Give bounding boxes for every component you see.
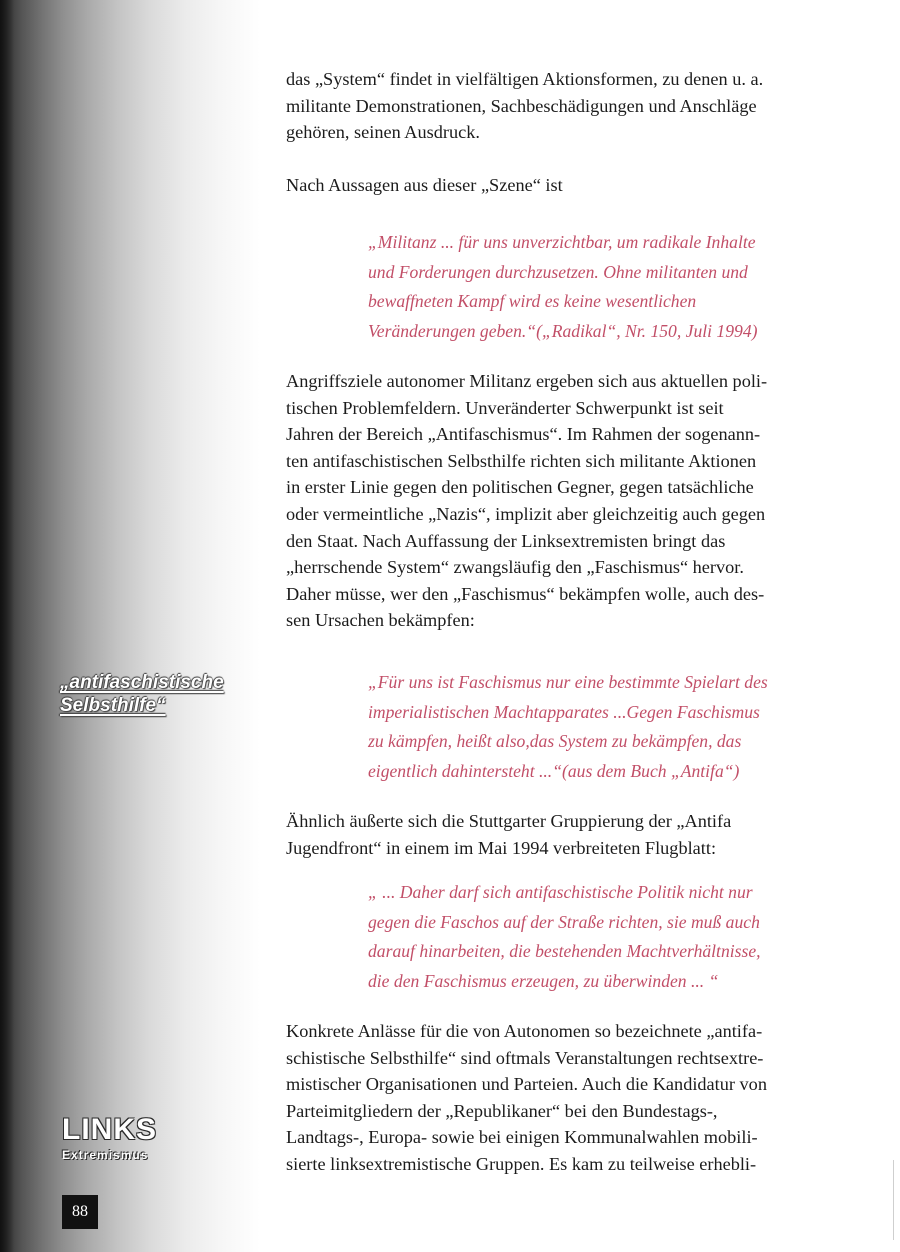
text-line: Landtags-, Europa- sowie bei einigen Kommunalwahlen mobili- [286, 1127, 758, 1148]
text-line: „herrschende System“ zwangsläufig den „Faschismus“ hervor. [286, 557, 744, 578]
margin-heading [60, 671, 260, 717]
logo-title: LINKS [62, 1113, 157, 1146]
text-line: Nach Aussagen aus dieser „Szene“ ist [286, 175, 563, 195]
quote-line: eigentlich dahintersteht ...“(aus dem Buch „Antifa“) [368, 760, 740, 781]
margin-heading-line-1: „antifaschistische [60, 672, 224, 693]
quote-line: Veränderungen geben.“(„Radikal“, Nr. 150, Juli 1994) [368, 320, 758, 341]
page-number: 88 [62, 1195, 98, 1229]
text-line: Angriffsziele autonomer Militanz ergeben sich aus aktuellen poli- [286, 371, 768, 391]
text-line: Daher müsse, wer den „Faschismus“ bekämpfen wolle, auch des- [286, 583, 765, 604]
text-line: Jahren der Bereich „Antifaschismus“. Im Rahmen der sogenann- [286, 424, 761, 445]
text-line: Konkrete Anlässe für die von Autonomen so bezeichnete „antifa- [286, 1021, 763, 1041]
text-line: sierte linksextremistische Gruppen. Es kam zu teilweise erhebli- [286, 1153, 757, 1174]
text-line: schistische Selbsthilfe“ sind oftmals Veranstaltungen rechtsextre- [286, 1047, 764, 1068]
quote-line: gegen die Faschos auf der Straße richten, sie muß auch [368, 911, 760, 932]
paragraph-4 [286, 808, 796, 861]
margin-rule [893, 1160, 894, 1240]
quote-2 [368, 668, 808, 786]
paragraph-1 [286, 66, 796, 146]
text-line: das „System“ findet in vielfältigen Aktionsformen, zu denen u. a. [286, 69, 764, 89]
text-line: gehören, seinen Ausdruck. [286, 122, 480, 143]
text-line: Ähnlich äußerte sich die Stuttgarter Gruppierung der „Antifa [286, 811, 732, 831]
binding-shadow [0, 0, 14, 1252]
text-line: oder vermeintliche „Nazis“, implizit aber gleichzeitig auch gegen [286, 503, 766, 524]
logo-subtitle: Extremismus [62, 1148, 149, 1162]
quote-line: und Forderungen durchzusetzen. Ohne militanten und [368, 261, 748, 282]
quote-line: imperialistischen Machtapparates ...Gegen Faschismus [368, 701, 760, 722]
quote-1 [368, 228, 808, 346]
links-extremismus-logo [62, 1115, 182, 1162]
text-line: sen Ursachen bekämpfen: [286, 610, 475, 631]
quote-line: „ ... Daher darf sich antifaschistische Politik nicht nur [368, 882, 753, 902]
quote-line: zu kämpfen, heißt also,das System zu bekämpfen, das [368, 731, 742, 751]
text-line: militante Demonstrationen, Sachbeschädigungen und Anschläge [286, 95, 757, 116]
paragraph-2 [286, 172, 796, 199]
text-line: Jugendfront“ in einem im Mai 1994 verbreiteten Flugblatt: [286, 837, 717, 858]
text-line: Parteimitgliedern der „Republikaner“ bei den Bundestags-, [286, 1100, 718, 1121]
sidebar-gradient [0, 0, 260, 1252]
text-line: mistischer Organisationen und Parteien. Auch die Kandidatur von [286, 1074, 767, 1095]
text-line: ten antifaschistischen Selbsthilfe richten sich militante Aktionen [286, 450, 757, 471]
margin-heading-line-2: Selbsthilfe“ [60, 695, 166, 716]
text-line: tischen Problemfeldern. Unveränderter Schwerpunkt ist seit [286, 397, 724, 418]
quote-line: bewaffneten Kampf wird es keine wesentlichen [368, 291, 697, 311]
text-line: den Staat. Nach Auffassung der Linksextremisten bringt das [286, 530, 726, 551]
paragraph-5 [286, 1018, 796, 1178]
quote-line: „Militanz ... für uns unverzichtbar, um radikale Inhalte [368, 232, 756, 252]
quote-line: darauf hinarbeiten, die bestehenden Machtverhältnisse, [368, 941, 761, 961]
quote-line: „Für uns ist Faschismus nur eine bestimmte Spielart des [368, 672, 768, 692]
quote-line: die den Faschismus erzeugen, zu überwinden ... “ [368, 970, 719, 991]
quote-3 [368, 878, 808, 996]
paragraph-3 [286, 368, 796, 634]
text-line: in erster Linie gegen den politischen Gegner, gegen tatsächliche [286, 477, 754, 498]
